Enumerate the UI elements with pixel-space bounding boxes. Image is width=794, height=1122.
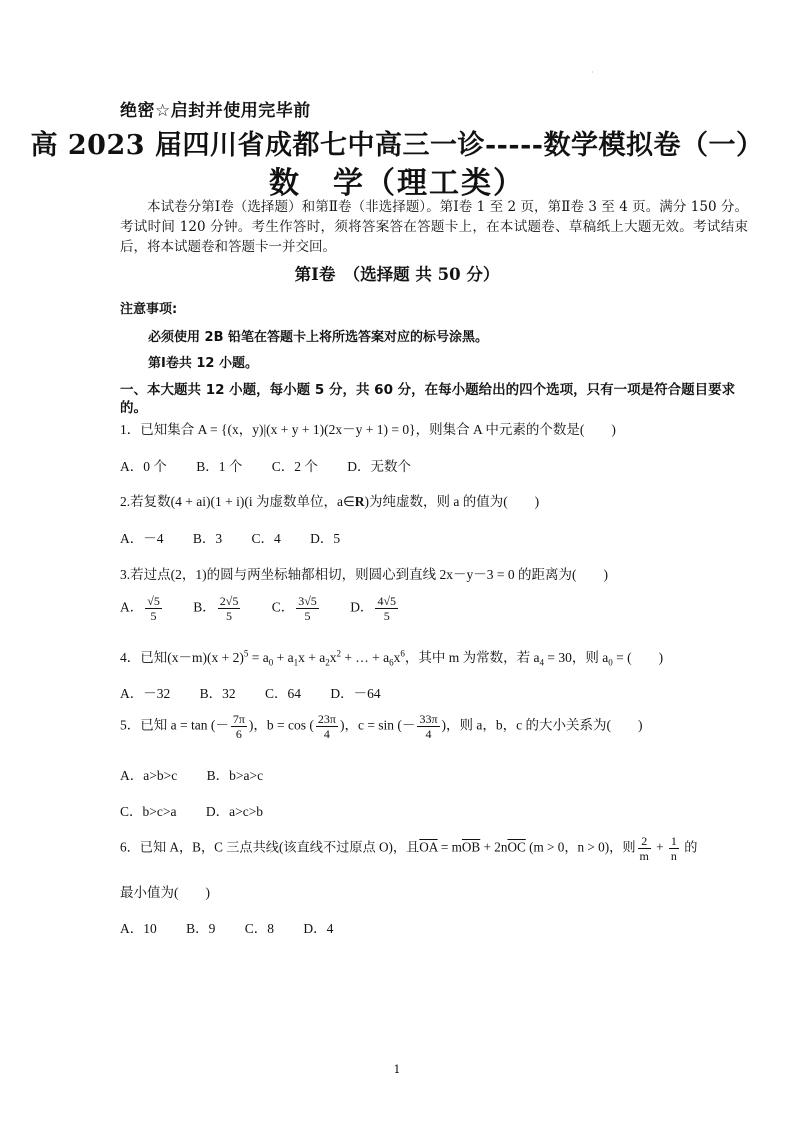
option: B．3 — [192, 531, 223, 546]
question-2-options — [120, 527, 366, 547]
option: A．a>b>c — [120, 768, 178, 783]
fraction — [218, 594, 241, 623]
q4-text: x + a — [298, 650, 326, 665]
q4-exp: 5 — [243, 648, 249, 659]
q6-text: 的 — [680, 839, 698, 855]
fraction-numerator: 4√5 — [377, 594, 397, 608]
fraction-numerator: √5 — [147, 594, 160, 608]
option: B．1 个 — [196, 459, 243, 474]
confidential-label: 绝密☆启封并使用完毕前 — [120, 101, 311, 121]
q4-sub: 6 — [389, 657, 394, 668]
option — [193, 594, 242, 623]
fraction-denominator: n — [670, 849, 677, 863]
q4-text: x — [393, 650, 401, 665]
q4-exp: 6 — [400, 648, 405, 659]
question-2-text-a: 2.若复数(4 + ai)(1 + i)(i 为虚数单位，a∈ — [120, 494, 355, 509]
question-6-line2: 最小值为( ) — [120, 885, 210, 900]
option: D．5 — [310, 531, 341, 546]
option: A．0 个 — [120, 459, 167, 474]
option-label: B． — [193, 599, 216, 615]
option: A．－32 — [120, 686, 171, 701]
q4-sub: 2 — [325, 657, 330, 668]
question-6 — [120, 834, 697, 863]
fraction — [638, 834, 651, 863]
fraction — [145, 594, 162, 623]
fraction — [316, 712, 338, 741]
q5-text: )，c = sin (－ — [339, 717, 416, 733]
question-4 — [120, 646, 663, 668]
q4-exp: 2 — [336, 648, 341, 659]
part1-heading: 第Ⅰ卷 （选择题 共 50 分） — [294, 265, 500, 284]
option: B．32 — [199, 686, 236, 701]
page-number: 1 — [393, 1063, 401, 1076]
q4-sub: 4 — [539, 657, 545, 668]
question-1: 1．已知集合 A = {(x，y)|(x + y + 1)(2x－y + 1) = 0}，则集合 A 中元素的个数是( ) — [120, 422, 616, 437]
fraction-numerator: 1 — [670, 834, 677, 848]
question-2-text-b: R — [354, 494, 365, 509]
exam-intro: 本试卷分第Ⅰ卷（选择题）和第Ⅱ卷（非选择题）。第Ⅰ卷 1 至 2 页，第Ⅱ卷 3 至 4 页。满分 150 分。考试时间 120 分钟。考生作答时，须将答案答在答题卡上，在本试题卷、草稿纸上大题无效。考试结束后，将本试题卷和答题卡一并交回。 — [120, 199, 748, 255]
q4-text: ，其中 m 为常数，若 a — [404, 650, 540, 665]
option — [120, 594, 164, 623]
q4-text: = 30，则 a — [544, 650, 609, 665]
fraction-denominator: m — [639, 849, 649, 863]
question-2-text-c: )为纯虚数，则 a 的值为( ) — [364, 494, 540, 509]
question-5-options-row1 — [120, 764, 289, 784]
fraction — [296, 594, 319, 623]
section-instruction-line2: 的。 — [120, 400, 147, 416]
exam-title: 高 2023 届四川省成都七中高三一诊-----数学模拟卷（一） — [30, 130, 764, 161]
question-2 — [120, 490, 539, 510]
q4-text: x — [329, 650, 337, 665]
option: B．9 — [186, 921, 216, 936]
fraction-denominator: 5 — [226, 609, 233, 623]
fraction-denominator: 6 — [235, 727, 242, 741]
vector-ob: $\overline{OB}$ — [461, 839, 481, 855]
vector-oc: $\overline{OC}$ — [507, 839, 526, 855]
exam-subtitle: 数 学（理工类） — [269, 166, 525, 201]
option: B．b>a>c — [206, 768, 264, 783]
notice-item-2: 第Ⅰ卷共 12 小题。 — [148, 356, 258, 371]
fraction-numerator: 2 — [638, 834, 651, 849]
q4-sub: 1 — [293, 657, 299, 668]
option: C．8 — [244, 921, 275, 936]
question-5 — [120, 712, 642, 741]
q6-text: (m > 0，n > 0)，则 — [525, 839, 636, 855]
q4-text: + … + a — [340, 650, 390, 665]
question-4-options — [120, 682, 407, 702]
option — [272, 594, 321, 623]
q6-text: 6．已知 A，B，C 三点共线(该直线不过原点 O)，且 — [120, 839, 420, 855]
fraction — [375, 594, 398, 623]
question-3: 3.若过点(2，1)的圆与两坐标轴都相切，则圆心到直线 2x－y－3 = 0 的距离为( ) — [120, 567, 608, 582]
fraction-denominator: 5 — [304, 609, 311, 623]
q6-text: + — [652, 839, 667, 855]
option: D．－64 — [330, 686, 381, 701]
notice-label: 注意事项: — [120, 302, 178, 317]
option — [350, 594, 400, 623]
fraction — [669, 834, 679, 863]
option: C．2 个 — [271, 459, 318, 474]
option: A．10 — [120, 921, 157, 936]
vector-oa: $\overline{OA}$ — [419, 839, 438, 855]
option-label: C． — [271, 599, 295, 615]
fraction-denominator: 5 — [150, 609, 157, 623]
fraction — [417, 712, 439, 741]
q4-text: + a — [273, 650, 294, 665]
q4-text: 4．已知(x－m)(x + 2) — [120, 650, 244, 665]
q5-text: )，b = cos ( — [248, 717, 314, 733]
q4-sub: 0 — [268, 657, 274, 668]
option: D．a>c>b — [205, 804, 264, 819]
option-label: D． — [350, 599, 374, 615]
option: C．b>c>a — [120, 804, 177, 819]
q5-text: 5．已知 a = tan (－ — [120, 717, 229, 733]
fraction-denominator: 4 — [323, 727, 330, 741]
q4-text: = ( ) — [612, 650, 664, 665]
fraction-denominator: 5 — [383, 609, 390, 623]
option-label: A． — [120, 599, 144, 615]
option: C．64 — [265, 686, 302, 701]
notice-item-1: 必须使用 2B 铅笔在答题卡上将所选答案对应的标号涂黑。 — [148, 330, 489, 345]
question-6-options — [120, 917, 359, 937]
fraction — [231, 712, 247, 741]
fraction-numerator: 7π — [232, 712, 245, 726]
q4-text: = a — [248, 650, 269, 665]
q6-text: = m — [437, 839, 462, 855]
section-instruction-line1: 一、本大题共 12 小题，每小题 5 分，共 60 分，在每小题给出的四个选项，只有一项是符合题目要求 — [120, 382, 736, 398]
fraction-numerator: 3√5 — [298, 594, 317, 608]
option: D．4 — [303, 921, 334, 936]
fraction-numerator: 33π — [419, 712, 438, 726]
question-1-options — [120, 455, 437, 475]
q4-sub: 0 — [608, 657, 613, 668]
fraction-numerator: 23π — [317, 712, 336, 726]
option: C．4 — [251, 531, 281, 546]
q5-text: )，则 a，b，c 的大小关系为( ) — [441, 717, 643, 733]
scan-dot: · — [591, 68, 594, 77]
question-5-options-row2 — [120, 800, 289, 820]
option: A．－4 — [120, 531, 164, 546]
q6-text: + 2n — [480, 839, 508, 855]
fraction-denominator: 4 — [425, 727, 432, 741]
question-3-options — [120, 594, 426, 623]
option: D．无数个 — [347, 459, 412, 474]
fraction-numerator: 2√5 — [219, 594, 239, 608]
